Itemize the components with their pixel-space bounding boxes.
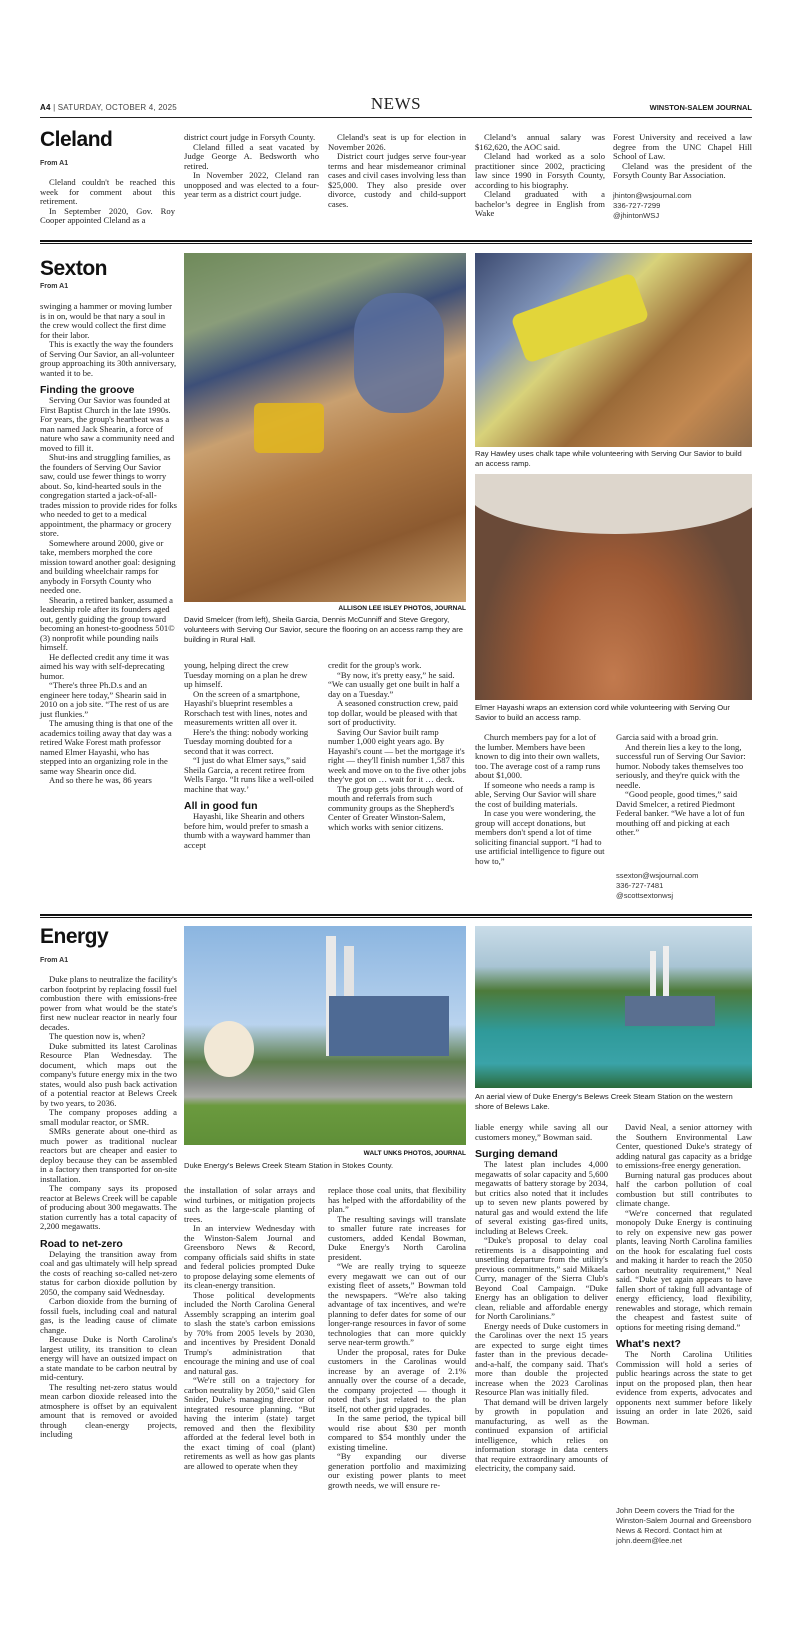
paragraph: If someone who needs a ramp is able, Serving Our Savior will share the cost of building materials.: [475, 779, 597, 809]
paragraph: Duke plans to neutralize the facility's carbon footprint by replacing fossil fuel combustion there with emissions-free power from what would be the state's first new nuclear reactor in nearly four decades.: [40, 974, 177, 1032]
contact-email[interactable]: jhinton@wsjournal.com: [613, 191, 692, 200]
energy-headline: Energy: [40, 925, 109, 948]
energy-column-2: [184, 1186, 315, 1471]
power-plant-shape: [625, 996, 715, 1026]
paragraph: replace those coal units, that flexibility has helped with the affordability of the plan.”: [328, 1185, 466, 1214]
paragraph: credit for the group's work.: [328, 660, 422, 670]
paragraph: A seasoned construction crew, paid top dollar, would be pleased with that sort of productivity.: [328, 698, 458, 727]
subhead: All in good fun: [184, 800, 258, 812]
paragraph: Shut-ins and struggling families, as the founders of Serving Our Savior saw, could use fewer things to worry about. So, kind-hearted souls in the congregation started a jack-of-all-trades mission to provide rides for folks who needed to get to a medical appointment, the pharmacy or grocery store.: [40, 452, 178, 538]
hat-brim-shape: [475, 474, 752, 534]
paragraph: The company says its proposed reactor at Belews Creek will be capable of producing about 300 megawatts. The station currently has a total capacity of 2,200 megawatts.: [40, 1183, 177, 1231]
page-date: SATURDAY, OCTOBER 4, 2025: [57, 103, 177, 112]
paragraph: Here's the thing: nobody working Tuesday morning doubted for a second that it was correct.: [184, 726, 309, 756]
paragraph: David Neal, a senior attorney with the Southern Environmental Law Center, questioned Duke's strategy of adding natural gas capacity as a bridge to emissions-free energy generation.: [616, 1122, 752, 1170]
paragraph: The latest plan includes 4,000 megawatts of solar capacity and 5,600 megawatts of battery storage by 2034, but critics also noted that it includes up to seven new plants powered by natural gas and would extend the life of several existing gas-fired units, including at Belews Creek.: [475, 1159, 608, 1236]
paragraph: Cleland had worked as a solo practitioner since 2002, practicing law since 1990 in Forsyth County, according to his biography.: [475, 151, 605, 190]
paragraph: In case you were wondering, the group will accept donations, but members don't spend a lot of time soliciting financial support. “I had to use artificial intelligence to figure out how to,”: [475, 808, 605, 866]
paragraph: Cleland filled a seat vacated by Judge George A. Bedsworth who retired.: [184, 141, 319, 171]
contact-phone: 336-727-7299: [613, 201, 661, 210]
sexton-column-1: [40, 302, 177, 786]
paragraph: And therein lies a key to the long, successful run of Serving Our Savior: humor. Nobody takes themselves too seriously, and they're quick with the needle.: [616, 741, 746, 790]
sexton-column-3: [328, 661, 466, 832]
paragraph: In an interview Wednesday with the Winston-Salem Journal and Greensboro News & Record, company officials said shifts in state and federal policies prompted Duke to propose delaying some elements of its clean-energy transition.: [184, 1223, 315, 1290]
paragraph: SMRs generate about one-third as much power as traditional nuclear reactors but are cheaper and easier to deploy because they can be assembled in a factory then transported for on-site installation.: [40, 1126, 177, 1184]
paragraph: Cleland's seat is up for election in November 2026.: [328, 132, 466, 152]
paragraph: Church members pay for a lot of the lumber. Members have been known to dig into their own wallets, too. The average cost of a ramp runs about $1,000.: [475, 732, 601, 780]
paragraph: The question now is, when?: [49, 1031, 146, 1041]
photo-caption: Ray Hawley uses chalk tape while volunteering with Serving Our Savior to build an access ramp.: [475, 449, 742, 468]
paragraph: Cleland graduated with a bachelor’s degree in English from Wake: [475, 189, 605, 218]
paragraph: Cleland’s annual salary was $162,620, the AOC said.: [475, 132, 605, 152]
contact-phone: 336-727-7481: [616, 881, 664, 890]
page-folio: A4 | SATURDAY, OCTOBER 4, 2025: [40, 103, 177, 112]
paragraph: And so there he was, 86 years: [49, 775, 152, 785]
cleland-headline: Cleland: [40, 128, 113, 151]
paragraph: district court judge in Forsyth County.: [184, 132, 316, 142]
paragraph: Burning natural gas produces about half the carbon pollution of coal combustion but still contributes to climate change.: [616, 1169, 752, 1208]
photo-caption: David Smelcer (from left), Sheila Garcia, Dennis McCunniff and Steve Gregory, volunteers with Serving Our Savior, secure the flooring on an access ramp they are building in Rural Hall.: [184, 615, 463, 644]
paragraph: Under the proposal, rates for Duke customers in the Carolinas would increase by an average of 2.1% annually over the course of a decade, the company projected — though it noted that's just related to the plan itself, not other grid upgrades.: [328, 1346, 466, 1414]
page-number: A4: [40, 103, 51, 112]
photo-caption: An aerial view of Duke Energy’s Belews Creek Steam Station on the western shore of Belews Lake.: [475, 1092, 733, 1111]
paragraph: In September 2020, Gov. Roy Cooper appointed Cleland as a: [40, 205, 175, 225]
water-tower-shape: [204, 1021, 254, 1077]
subhead: Surging demand: [475, 1148, 558, 1160]
drill-shape: [254, 403, 324, 453]
paragraph: This is exactly the way the founders of Serving Our Savior, an all-volunteer group approaching its 30th anniversary, wanted it to be.: [40, 339, 177, 378]
paragraph: He deflected credit any time it was aimed his way with self-deprecating humor.: [40, 651, 169, 681]
sexton-column-5: [616, 733, 752, 838]
photo-volunteers-flooring: [184, 253, 466, 602]
paragraph: The North Carolina Utilities Commission will hold a series of public hearings across the state to get input on the proposed plan, then hear evidence from experts, advocates and opponents next summer before likely issuing an order in late 2026, said Bowman.: [616, 1349, 752, 1426]
sexton-column-4: [475, 733, 608, 866]
paragraph: Cleland was the president of the Forsyth County Bar Association.: [613, 160, 752, 180]
sexton-headline: Sexton: [40, 257, 108, 280]
photo-credit: ALLISON LEE ISLEY PHOTOS, JOURNAL: [338, 605, 466, 612]
photo-caption: Duke Energy’s Belews Creek Steam Station in Stokes County.: [184, 1161, 394, 1170]
paragraph: “Duke's proposal to delay coal retirements is a disappointing and unsettling departure from the utility's previous commitments,” said Mikaela Curry, manager of the Sierra Club's Beyond Coal Campaign. “Duke Energy has an obligation to deliver clean, reliable and affordable energy for North Carolinians.”: [475, 1235, 608, 1321]
paragraph: “By expanding our diverse generation portfolio and maximizing our existing power plants to meet growth needs, we will ensure re-: [328, 1451, 466, 1490]
photo-extension-cord: [475, 474, 752, 700]
paragraph: Saving Our Savior built ramp number 1,000 eight years ago. By Hayashi's count — bet the mortgage it's right — they'll finish number 1,587 this week and move on to the five other jobs they've got on … wait for it … deck.: [328, 726, 466, 784]
subhead: What's next?: [616, 1338, 681, 1350]
paragraph: That demand will be driven largely by growth in population and manufacturing, as well as the continued expansion of artificial intelligence, which relies on information storage in data centers that require extraordinary amounts of electricity, the company said.: [475, 1396, 608, 1473]
paragraph: The group gets jobs through word of mouth and referrals from such community groups as the Shepherd's Center of Greater Winston-Salem, which works with senior citizens.: [328, 783, 464, 832]
sexton-column-2: [184, 661, 315, 850]
section-divider: [40, 240, 752, 244]
contact-email[interactable]: ssexton@wsjournal.com: [616, 871, 699, 880]
section-name: NEWS: [370, 94, 422, 113]
photo-aerial-view: [475, 926, 752, 1088]
cleland-column-5: [613, 133, 752, 181]
energy-column-1: [40, 975, 177, 1440]
header-rule: [40, 117, 752, 118]
power-plant-shape: [329, 996, 449, 1056]
paragraph: On the screen of a smartphone, Hayashi's blueprint resembles a Rorschach test with lines, notes and measurements written all over it.: [184, 688, 308, 727]
photo-chalk-tape: [475, 253, 752, 447]
energy-column-4: [475, 1123, 608, 1474]
newspaper-name: WINSTON-SALEM JOURNAL: [649, 103, 752, 112]
subhead: Finding the groove: [40, 384, 135, 396]
paragraph: Because Duke is North Carolina's largest utility, its transition to clean energy will have an outsized impact on a state mandate to be carbon neutral by mid-century.: [40, 1334, 177, 1382]
paragraph: The amusing thing is that one of the academics toiling away that day was a retired Wake Forest math professor named Elmer Hayashi, who has stepped into an organizing role in the same way Shearin once did.: [40, 718, 173, 776]
paragraph: The company proposes adding a small modular reactor, or SMR.: [40, 1107, 177, 1127]
paragraph: “I just do what Elmer says,” said Sheila Garcia, a recent retiree from Wells Fargo. “It runs like a well-oiled machine that way.’: [184, 755, 314, 794]
cleland-jump-label: From A1: [40, 160, 69, 167]
paragraph: “We are really trying to squeeze every megawatt we can out of our existing fleet of assets,” Bowman told the newspapers. “We're also taking advantage of tax incentives, and we're planning to defer dates for some of our longer-range resources in favor of some technologies that can more quickly serve near-term growth.”: [328, 1261, 466, 1347]
paragraph: Garcia said with a broad grin.: [616, 732, 719, 742]
paragraph: The resulting savings will translate to smaller future rate increases for customers, added Kendal Bowman, Duke Energy's North Carolina president.: [328, 1213, 466, 1262]
cleland-column-2: [184, 133, 319, 200]
paragraph: Those political developments included the North Carolina General Assembly scrapping an interim goal to slash the state's carbon emissions by 70% from 2005 levels by 2030, and incentives by President Donald Trump's administration that encourage the mining and use of coal and natural gas.: [184, 1289, 315, 1376]
paragraph: “We're still on a trajectory for carbon neutrality by 2050,” said Glen Snider, Duke's managing director of integrated resource planning. “But having the interim (state) target removed and then the flexibility afforded at the federal level both in the exact timing of coal (plant) retirements as well as how gas plants are allowed to operate when they: [184, 1375, 315, 1471]
paragraph: The resulting net-zero status would mean carbon dioxide released into the atmosphere is offset by an equivalent amount that is removed or avoided through clean-energy projects, including: [40, 1381, 177, 1439]
sexton-jump-label: From A1: [40, 283, 69, 290]
paragraph: Hayashi, like Shearin and others before him, would prefer to smash a thumb with a wayward hammer than accept: [184, 811, 311, 850]
paragraph: Somewhere around 2000, give or take, members morphed the core mission toward another goal: designing and building wheelchair ramps for anybody in Forsyth County who needed one.: [40, 537, 176, 595]
energy-column-3: [328, 1186, 466, 1490]
photo-caption: Elmer Hayashi wraps an extension cord while volunteering with Serving Our Savior to build an access ramp.: [475, 703, 730, 722]
subhead: Road to net-zero: [40, 1237, 123, 1250]
photo-credit: WALT UNKS PHOTOS, JOURNAL: [363, 1150, 466, 1157]
cleland-column-4: [475, 133, 605, 219]
tape-measure-shape: [510, 272, 649, 363]
cleland-column-1: [40, 178, 175, 226]
paragraph: Cleland couldn't be reached this week for comment about this retirement.: [40, 177, 175, 206]
paragraph: “We're concerned that regulated monopoly Duke Energy is continuing to rely on expensive new gas power plants, leaving North Carolina families on the hook for escalating fuel costs and making it harder to reach the 2050 carbon neutrality requirement,” Neal said. “Duke yet again appears to have fallen short of taking full advantage of energy efficiency, load flexibility, renewables and storage, which remain the cheapest and fastest suite of options for meeting rising demand.”: [616, 1207, 752, 1332]
paragraph: young, helping direct the crew Tuesday morning on a plan he drew up himself.: [184, 660, 308, 689]
paragraph: In the same period, the typical bill would rise about $30 per month compared to $54 monthly under the existing timeline.: [328, 1413, 466, 1452]
paragraph: Serving Our Savior was founded at First Baptist Church in the late 1990s. For years, the group's heartbeat was a man named Jack Shearin, a force of nature who saw a community need and moved to fill it.: [40, 395, 175, 453]
cleland-contact: [613, 191, 692, 221]
energy-jump-label: From A1: [40, 957, 69, 964]
sexton-contact: [616, 871, 698, 901]
paragraph: “Good people, good times,” said David Smelcer, a retired Piedmont Federal banker. “We have a lot of fun mouthing off and picking at each other.”: [616, 789, 745, 837]
paragraph: Shearin, a retired banker, assumed a leadership role after its founders aged out, gently guiding the group toward becoming an honest-to-goodness 501© (3) nonprofit while pounding nails himself.: [40, 594, 175, 652]
paragraph: District court judges serve four-year terms and hear misdemeanor criminal cases and civil cases involving less than $25,000. They also preside over divorce, custody and child-support cases.: [328, 151, 466, 209]
paragraph: Delaying the transition away from coal and gas ultimately will help spread the costs of reaching so-called net-zero status for carbon dioxide pollution by 2050, the company said Wednesday.: [40, 1248, 177, 1297]
section-divider: [40, 914, 752, 918]
cleland-column-3: [328, 133, 466, 209]
paragraph: “By now, it's pretty easy,” he said. “We can usually get one built in half a day on a Tuesday.”: [328, 669, 460, 699]
paragraph: Forest University and received a law degree from the UNC Chapel Hill School of Law.: [613, 132, 752, 161]
contact-handle[interactable]: @jhintonWSJ: [613, 211, 660, 220]
person-shape: [354, 293, 444, 413]
paragraph: “There's three Ph.D.s and an engineer here today,” Shearin said in 2010 on a job site. “The rest of us are just flunkies.”: [40, 680, 169, 719]
paragraph: Carbon dioxide from the burning of fossil fuels, including coal and natural gas, is the leading cause of climate change.: [40, 1296, 177, 1335]
energy-author-tagline: John Deem covers the Triad for the Winston-Salem Journal and Greensboro News & Record. Contact him at john.deem@lee.net: [616, 1506, 752, 1545]
paragraph: the installation of solar arrays and wind turbines, or mitigation projects such as the large-scale planting of trees.: [184, 1185, 315, 1224]
paragraph: liable energy while saving all our customers money,” Bowman said.: [475, 1122, 608, 1142]
photo-steam-station: [184, 926, 466, 1145]
paragraph: swinging a hammer or moving lumber is in on, would be that nary a soul in the crew would collect the first dime for their labor.: [40, 301, 172, 340]
paragraph: In November 2022, Cleland ran unopposed and was elected to a four-year term as a district court judge.: [184, 170, 319, 199]
contact-handle[interactable]: @scottsextonwsj: [616, 891, 674, 900]
energy-column-5: [616, 1123, 752, 1426]
paragraph: Duke submitted its latest Carolinas Resource Plan Wednesday. The document, which maps out the company's future energy mix in the two states, would also push back activation of a potential reactor at Belews Creek by two years, to 2036.: [40, 1040, 177, 1108]
paragraph: Energy needs of Duke customers in the Carolinas over the next 15 years are expected to surge eight times faster than in the previous decade-and-a-half, the company said. That's more than double the projected increase when the 2023 Carolinas Resource Plan was initially filed.: [475, 1320, 608, 1397]
